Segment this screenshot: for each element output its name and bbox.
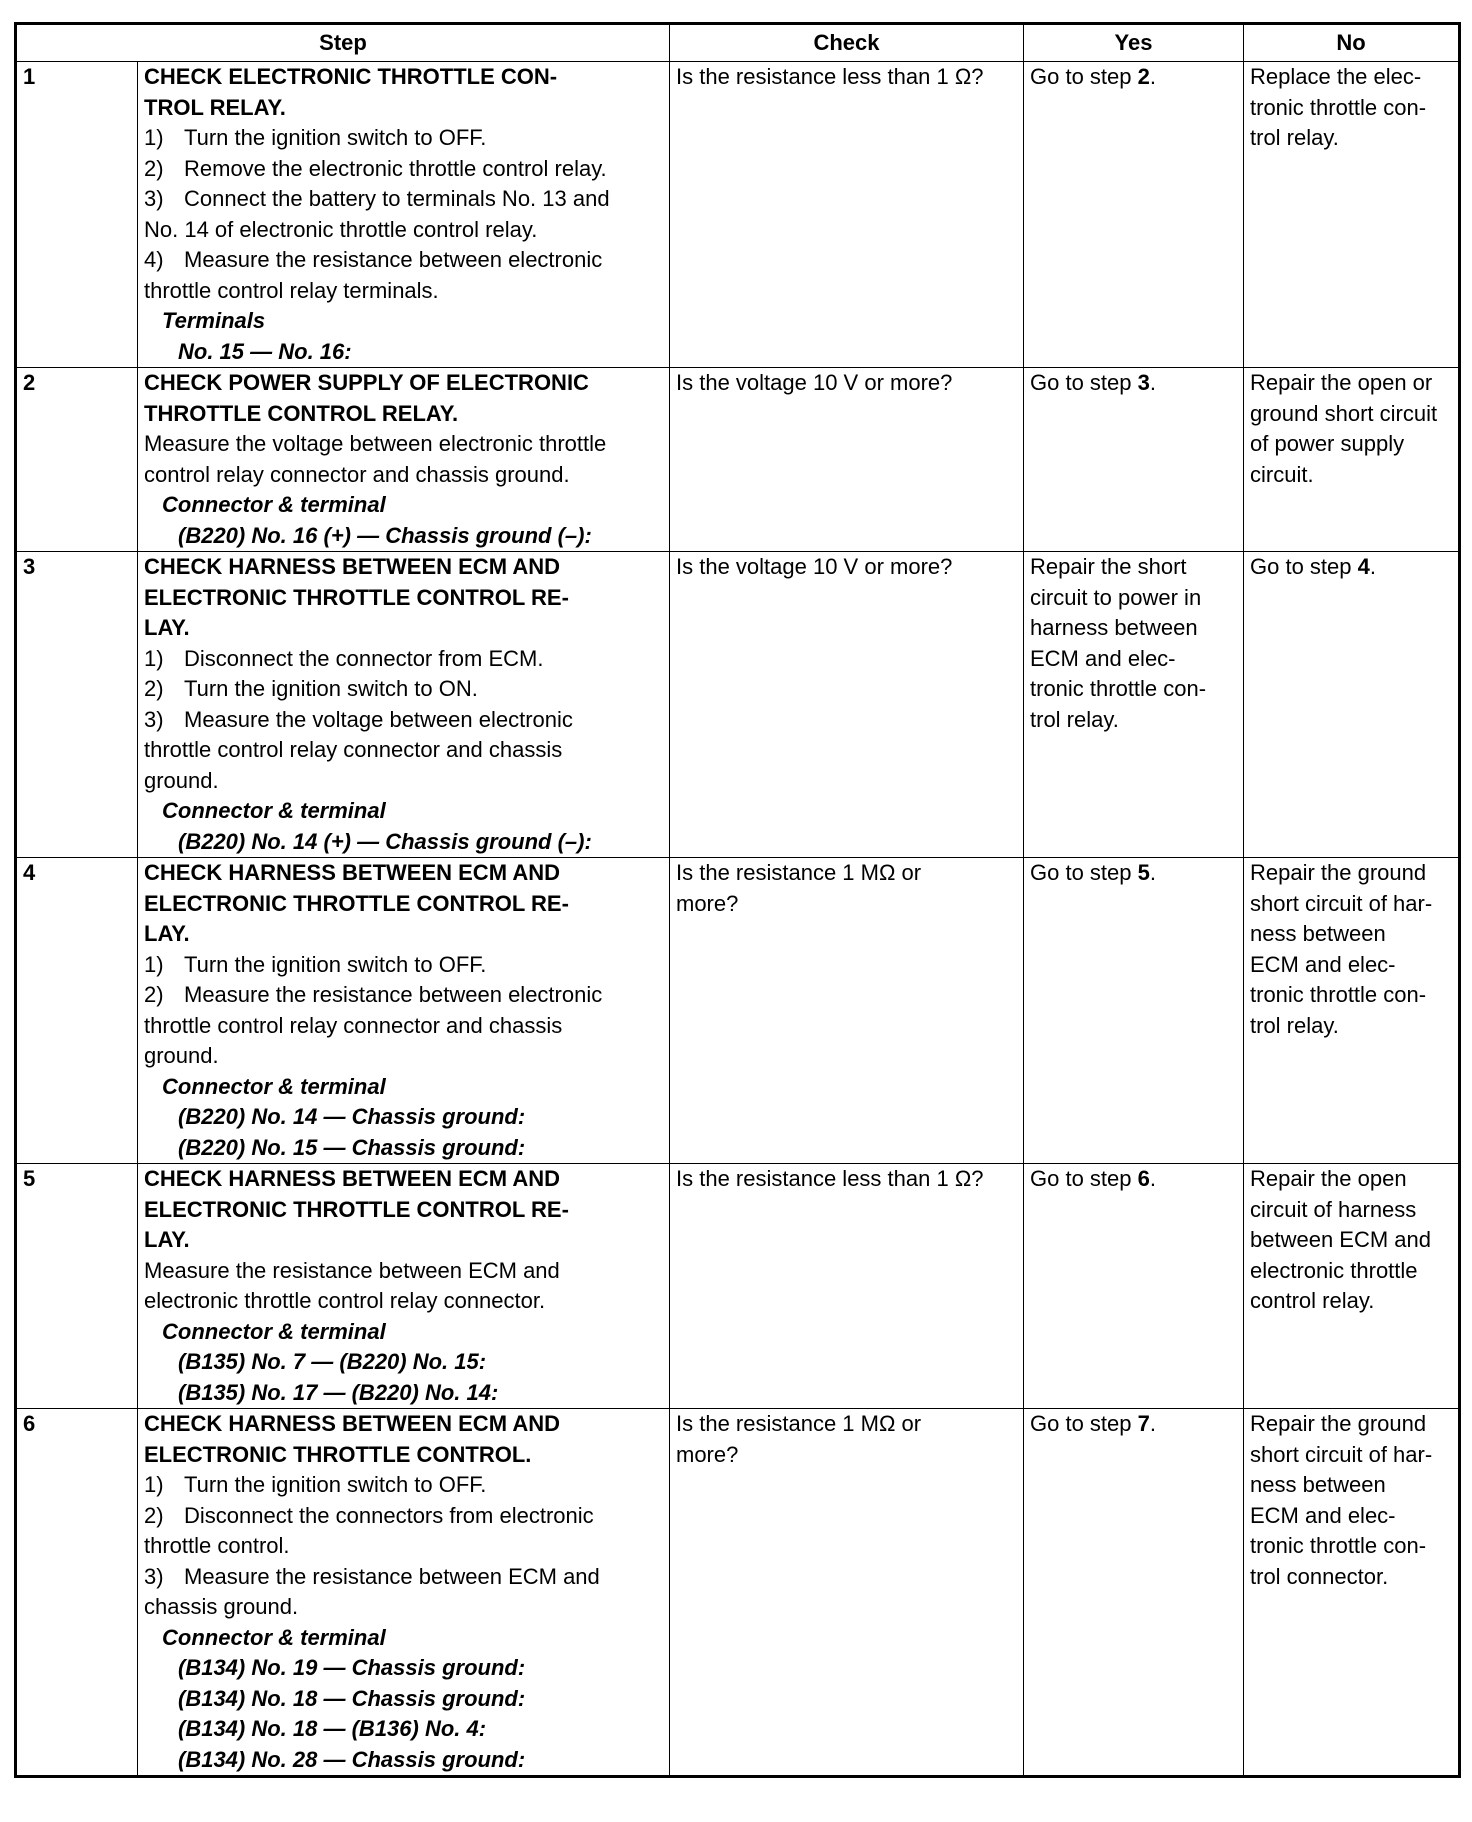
yes-action: Repair the short — [1030, 554, 1187, 579]
terminal-spec: No. 15 — No. 16: — [178, 338, 352, 364]
table-row — [16, 1409, 1460, 1777]
step-instruction: 3) Measure the resistance between ECM and — [144, 1562, 663, 1593]
no-action: between ECM and — [1250, 1227, 1431, 1252]
step-cell — [138, 1409, 670, 1777]
terminal-spec: (B220) No. 16 (+) — Chassis ground (–): — [178, 522, 592, 548]
step-number: 2 — [16, 368, 138, 552]
no-action: electronic throttle — [1250, 1257, 1418, 1283]
no-cell — [1244, 552, 1460, 858]
no-action: circuit of harness — [1250, 1196, 1417, 1222]
table-row — [16, 858, 1460, 1164]
yes-cell — [1024, 1164, 1244, 1409]
step-title: LAY. — [144, 615, 190, 640]
no-action: Repair the open — [1250, 1166, 1407, 1191]
step-instruction: throttle control relay terminals. — [144, 277, 439, 303]
terminal-heading: Connector & terminal — [162, 1624, 386, 1650]
no-action: trol relay. — [1250, 1012, 1339, 1038]
check-question: more? — [676, 890, 739, 916]
no-action: Repair the open or — [1250, 370, 1433, 395]
no-action: tronic throttle con- — [1250, 1533, 1427, 1558]
no-action: ness between — [1250, 1472, 1386, 1497]
step-instruction: 4) Measure the resistance between electronic — [144, 245, 663, 276]
header-yes: Yes — [1024, 24, 1244, 62]
step-cell — [138, 552, 670, 858]
step-instruction: ground. — [144, 767, 219, 793]
yes-action: Go to step 6. — [1030, 1166, 1156, 1191]
yes-action: Go to step 2. — [1030, 64, 1156, 89]
step-number-ref: 6 — [1137, 1166, 1150, 1191]
step-number: 5 — [16, 1164, 138, 1409]
table-body — [16, 62, 1460, 1777]
step-title: LAY. — [144, 1227, 190, 1252]
check-cell — [670, 62, 1024, 368]
step-number: 4 — [16, 858, 138, 1164]
check-cell — [670, 1164, 1024, 1409]
no-cell — [1244, 1164, 1460, 1409]
step-instruction: 1) Turn the ignition switch to OFF. — [144, 123, 663, 154]
step-instruction: 2) Remove the electronic throttle control relay. — [144, 154, 663, 185]
yes-action: Go to step 3. — [1030, 370, 1156, 395]
terminal-heading: Connector & terminal — [162, 492, 386, 517]
step-number: 3 — [16, 552, 138, 858]
terminal-spec: (B134) No. 19 — Chassis ground: — [178, 1655, 526, 1680]
terminal-heading: Connector & terminal — [162, 798, 386, 823]
step-title: TROL RELAY. — [144, 94, 286, 120]
no-action: ness between — [1250, 921, 1386, 946]
terminal-spec: (B220) No. 15 — Chassis ground: — [178, 1134, 526, 1160]
table-row — [16, 368, 1460, 552]
step-instruction: 2) Measure the resistance between electronic — [144, 980, 663, 1011]
check-question: Is the resistance 1 MΩ or — [676, 860, 922, 885]
terminal-spec: (B134) No. 18 — Chassis ground: — [178, 1685, 526, 1711]
check-cell — [670, 552, 1024, 858]
step-instruction: throttle control. — [144, 1533, 290, 1558]
step-title: THROTTLE CONTROL RELAY. — [144, 400, 459, 426]
instruction-number: 3) — [144, 1563, 164, 1589]
step-cell — [138, 368, 670, 552]
step-instruction: 2) Turn the ignition switch to ON. — [144, 674, 663, 705]
step-number-ref: 3 — [1137, 370, 1150, 395]
instruction-number: 4) — [144, 247, 164, 272]
check-question: Is the voltage 10 V or more? — [676, 554, 953, 579]
check-cell — [670, 1409, 1024, 1777]
instruction-number: 3) — [144, 706, 164, 732]
no-action: tronic throttle con- — [1250, 94, 1427, 120]
terminal-heading: Connector & terminal — [162, 1073, 386, 1099]
instruction-number: 1) — [144, 951, 164, 977]
yes-action: tronic throttle con- — [1030, 676, 1207, 701]
step-cell — [138, 62, 670, 368]
step-title: ELECTRONIC THROTTLE CONTROL RE- — [144, 584, 569, 610]
yes-action: harness between — [1030, 615, 1198, 640]
terminal-spec: (B135) No. 17 — (B220) No. 14: — [178, 1379, 499, 1405]
check-cell — [670, 858, 1024, 1164]
diagnostic-sheet — [14, 22, 1458, 1778]
step-number-ref: 5 — [1137, 860, 1150, 885]
step-title: ELECTRONIC THROTTLE CONTROL RE- — [144, 1196, 569, 1222]
check-question: Is the resistance 1 MΩ or — [676, 1411, 922, 1436]
yes-action: Go to step 5. — [1030, 860, 1156, 885]
step-number: 1 — [16, 62, 138, 368]
step-title: CHECK HARNESS BETWEEN ECM AND — [144, 554, 560, 579]
yes-action: ECM and elec- — [1030, 645, 1176, 671]
yes-action: circuit to power in — [1030, 584, 1202, 610]
instruction-number: 2) — [144, 1502, 164, 1528]
step-title: LAY. — [144, 921, 190, 946]
no-action: tronic throttle con- — [1250, 982, 1427, 1007]
step-instruction: No. 14 of electronic throttle control relay. — [144, 216, 538, 242]
step-instruction: chassis ground. — [144, 1594, 299, 1619]
step-title: CHECK HARNESS BETWEEN ECM AND — [144, 1411, 560, 1436]
step-instruction: ground. — [144, 1043, 219, 1068]
step-cell — [138, 858, 670, 1164]
no-cell — [1244, 858, 1460, 1164]
instruction-number: 2) — [144, 676, 164, 701]
yes-action: trol relay. — [1030, 706, 1119, 732]
no-action: Replace the elec- — [1250, 64, 1422, 89]
terminal-spec: (B220) No. 14 (+) — Chassis ground (–): — [178, 828, 592, 854]
no-cell — [1244, 1409, 1460, 1777]
no-action: trol connector. — [1250, 1563, 1389, 1589]
step-title: CHECK HARNESS BETWEEN ECM AND — [144, 1166, 560, 1191]
instruction-number: 1) — [144, 1472, 164, 1497]
no-action: trol relay. — [1250, 125, 1339, 150]
yes-cell — [1024, 1409, 1244, 1777]
no-action: short circuit of har- — [1250, 890, 1433, 916]
no-action: short circuit of har- — [1250, 1441, 1433, 1467]
no-action: circuit. — [1250, 461, 1314, 487]
step-number: 6 — [16, 1409, 138, 1777]
no-action: ECM and elec- — [1250, 951, 1396, 977]
step-instruction: 2) Disconnect the connectors from electronic — [144, 1501, 663, 1532]
no-action: Repair the ground — [1250, 1411, 1427, 1436]
instruction-number: 1) — [144, 645, 164, 671]
instruction-number: 3) — [144, 186, 164, 211]
instruction-number: 2) — [144, 155, 164, 181]
terminal-spec: (B134) No. 28 — Chassis ground: — [178, 1746, 526, 1772]
yes-cell — [1024, 62, 1244, 368]
check-cell — [670, 368, 1024, 552]
table-row — [16, 552, 1460, 858]
no-action: Go to step 4. — [1250, 554, 1376, 579]
no-action: control relay. — [1250, 1288, 1375, 1313]
step-title: CHECK POWER SUPPLY OF ELECTRONIC — [144, 370, 589, 395]
step-instruction: 1) Turn the ignition switch to OFF. — [144, 950, 663, 981]
no-action: Repair the ground — [1250, 860, 1427, 885]
no-action: ground short circuit — [1250, 400, 1438, 426]
step-instruction: 3) Connect the battery to terminals No. 13 and — [144, 184, 663, 215]
yes-action: Go to step 7. — [1030, 1411, 1156, 1436]
step-cell — [138, 1164, 670, 1409]
header-check: Check — [670, 24, 1024, 62]
step-instruction: throttle control relay connector and chassis — [144, 737, 563, 762]
check-question: Is the resistance less than 1 Ω? — [676, 64, 984, 89]
no-cell — [1244, 368, 1460, 552]
step-title: CHECK HARNESS BETWEEN ECM AND — [144, 860, 560, 885]
terminal-heading: Terminals — [162, 308, 266, 333]
header-step: Step — [16, 24, 670, 62]
terminal-spec: (B220) No. 14 — Chassis ground: — [178, 1104, 526, 1129]
table-row — [16, 62, 1460, 368]
header-row — [16, 24, 1460, 62]
step-number-ref: 4 — [1357, 554, 1370, 579]
table-row — [16, 1164, 1460, 1409]
yes-cell — [1024, 368, 1244, 552]
step-instruction: throttle control relay connector and chassis — [144, 1012, 563, 1038]
instruction-number: 2) — [144, 982, 164, 1007]
terminal-spec: (B135) No. 7 — (B220) No. 15: — [178, 1349, 487, 1374]
instruction-number: 1) — [144, 125, 164, 150]
diagnostic-table — [14, 22, 1461, 1778]
step-instruction: electronic throttle control relay connector. — [144, 1288, 546, 1313]
check-question: more? — [676, 1441, 739, 1467]
step-instruction: 3) Measure the voltage between electronic — [144, 705, 663, 736]
step-title: CHECK ELECTRONIC THROTTLE CON- — [144, 64, 558, 89]
terminal-heading: Connector & terminal — [162, 1318, 386, 1344]
step-instruction: Measure the resistance between ECM and — [144, 1257, 560, 1283]
no-action: ECM and elec- — [1250, 1502, 1396, 1528]
header-no: No — [1244, 24, 1460, 62]
step-title: ELECTRONIC THROTTLE CONTROL RE- — [144, 890, 569, 916]
no-action: of power supply — [1250, 431, 1405, 456]
terminal-spec: (B134) No. 18 — (B136) No. 4: — [178, 1716, 487, 1741]
check-question: Is the voltage 10 V or more? — [676, 370, 953, 395]
step-title: ELECTRONIC THROTTLE CONTROL. — [144, 1441, 532, 1467]
step-instruction: 1) Disconnect the connector from ECM. — [144, 644, 663, 675]
no-cell — [1244, 62, 1460, 368]
step-instruction: 1) Turn the ignition switch to OFF. — [144, 1470, 663, 1501]
check-question: Is the resistance less than 1 Ω? — [676, 1166, 984, 1191]
step-instruction: control relay connector and chassis ground. — [144, 461, 570, 487]
step-number-ref: 2 — [1137, 64, 1150, 89]
step-number-ref: 7 — [1137, 1411, 1150, 1436]
step-instruction: Measure the voltage between electronic throttle — [144, 431, 607, 456]
yes-cell — [1024, 858, 1244, 1164]
yes-cell — [1024, 552, 1244, 858]
